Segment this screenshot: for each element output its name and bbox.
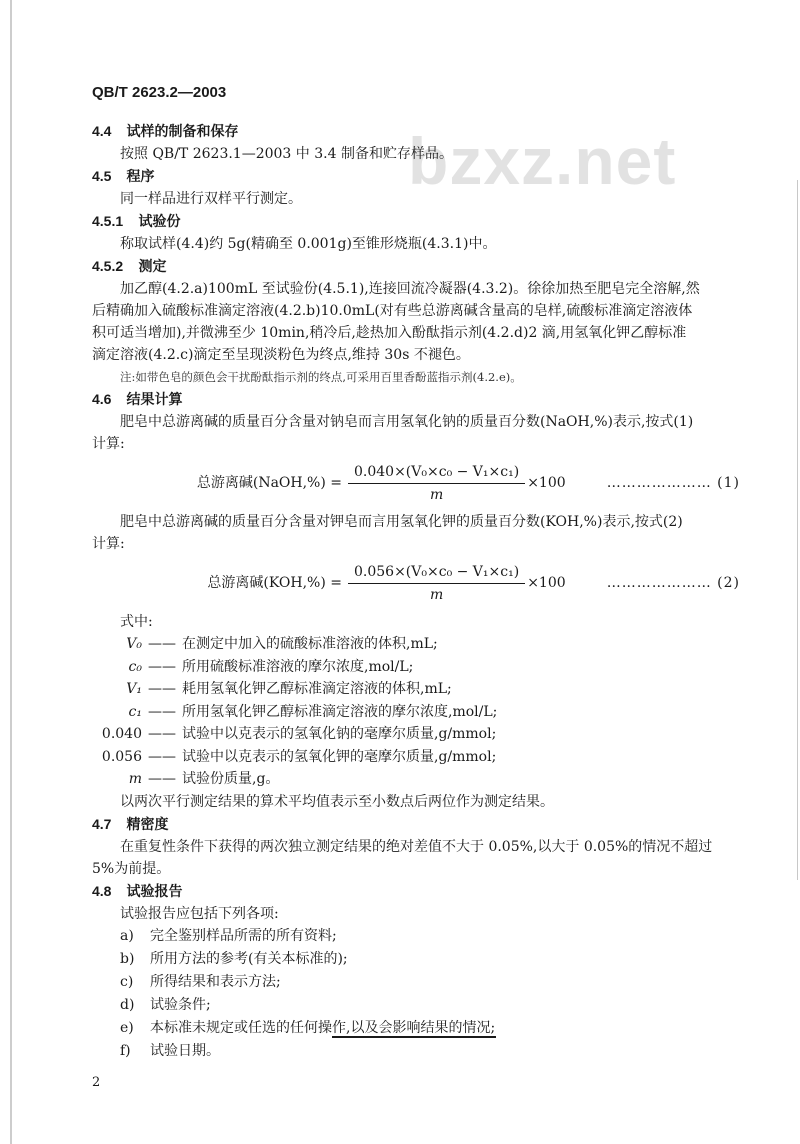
section-title: 试样的制备和保存 [126, 124, 239, 140]
calc-intro-koh: 肥皂中总游离碱的质量百分含量对钾皂而言用氢氧化钾的质量百分数(KOH,%)表示,按式(2) [120, 514, 683, 530]
section-number: 4.5.2 [92, 258, 124, 274]
variable-symbol: c₁ [128, 703, 142, 720]
list-label: e) [120, 1019, 134, 1036]
section-4-4-text: 按照 QB/T 2623.1—2003 中 3.4 制备和贮存样品。 [120, 146, 453, 162]
variable-description: 在测定中加入的硫酸标准溶液的体积,mL; [182, 636, 438, 652]
variable-definition [92, 701, 742, 724]
list-label: f) [120, 1042, 131, 1059]
variable-description: 所用硫酸标准溶液的摩尔浓度,mol/L; [182, 658, 414, 675]
variable-definition [92, 723, 742, 746]
variable-symbol: 0.040 [101, 726, 142, 742]
list-item [92, 1040, 742, 1063]
variable-description: 试验中以克表示的氢氧化钾的毫摩尔质量,g/mmol; [182, 748, 497, 765]
variable-definition [92, 768, 742, 791]
page-number: 2 [92, 1075, 101, 1090]
formula-denominator: m [429, 586, 444, 603]
list-item [92, 994, 742, 1017]
variable-description: 耗用氢氧化钾乙醇标准滴定溶液的体积,mL; [182, 681, 452, 697]
list-label: a) [120, 927, 134, 944]
procedure-line: 积可适当增加),并微沸至少 10min,稍冷后,趁热加入酚酞指示剂(4.2.d)2 滴,用氢氧化钾乙醇标准 [92, 325, 687, 341]
formula-1 [92, 457, 742, 509]
definition-dash: —— [148, 658, 176, 675]
formula-multiplier: ×100 [527, 475, 566, 491]
section-title: 程序 [126, 169, 155, 185]
variable-definition [92, 678, 742, 701]
list-text: 试验日期。 [150, 1042, 220, 1059]
list-label: b) [120, 950, 135, 967]
variable-definition [92, 656, 742, 679]
formula-multiplier: ×100 [527, 575, 566, 591]
list-text: 所得结果和表示方法; [150, 973, 281, 990]
section-title: 结果计算 [126, 392, 183, 408]
section-title: 精密度 [126, 816, 169, 833]
section-number: 4.6 [92, 391, 112, 407]
variable-symbol: c₀ [128, 658, 142, 675]
list-text: 试验条件; [150, 996, 211, 1013]
variable-description: 试验份质量,g。 [182, 771, 280, 787]
section-4-5-text: 同一样品进行双样平行测定。 [120, 191, 302, 207]
report-intro: 试验报告应包括下列各项: [120, 905, 279, 922]
section-number: 4.5.1 [92, 213, 124, 229]
calc-intro-naoh-cont: 计算: [92, 436, 125, 452]
variable-description: 试验中以克表示的氢氧化钠的毫摩尔质量,g/mmol; [182, 726, 497, 742]
section-4-7-heading [92, 813, 742, 836]
definition-dash: —— [148, 748, 176, 765]
precision-line: 在重复性条件下获得的两次独立测定结果的绝对差值不大于 0.05%,以大于 0.05%的情况不超过 [120, 838, 713, 855]
variable-definition [92, 633, 742, 656]
section-4-8-heading [92, 880, 742, 903]
definition-dash: —— [148, 726, 176, 742]
formula-2 [92, 557, 742, 609]
section-title: 试验份 [138, 214, 181, 230]
section-number: 4.8 [92, 882, 112, 899]
calc-intro-naoh: 肥皂中总游离碱的质量百分含量对钠皂而言用氢氧化钠的质量百分数(NaOH,%)表示,按式(1) [120, 414, 694, 430]
variable-symbol: V₁ [126, 681, 142, 697]
formula-fraction [348, 561, 525, 606]
standard-code: QB/T 2623.2—2003 [92, 84, 227, 101]
formula-numerator: 0.056×(V₀×c₀ − V₁×c₁) [348, 561, 525, 584]
section-title: 试验报告 [126, 883, 183, 900]
formula-lhs: 总游离碱(NaOH,%) = [196, 475, 342, 491]
definition-dash: —— [148, 771, 176, 787]
section-number: 4.7 [92, 815, 112, 832]
procedure-line: 后精确加入硫酸标准滴定溶液(4.2.b)10.0mL(对有些总游离碱含量高的皂样,硫酸标准滴定溶液体 [92, 303, 693, 319]
scan-edge-right [797, 180, 798, 880]
calc-intro-koh-cont: 计算: [92, 536, 125, 552]
list-text: 所用方法的参考(有关本标准的); [150, 950, 348, 967]
section-number: 4.5 [92, 168, 112, 184]
result-statement: 以两次平行测定结果的算术平均值表示至小数点后两位作为测定结果。 [120, 793, 554, 810]
document-body [92, 120, 742, 1063]
where-label: 式中: [120, 614, 153, 630]
section-4-5-1-heading [92, 210, 742, 233]
scan-edge-left [10, 0, 12, 1144]
equation-number: ………………… (1) [606, 475, 740, 491]
procedure-line: 滴定溶液(4.2.c)滴定至呈现淡粉色为终点,维持 30s 不褪色。 [92, 347, 470, 363]
section-4-5-2-heading [92, 255, 742, 278]
variable-symbol: m [128, 771, 142, 787]
procedure-note: 注:如带色皂的颜色会干扰酚酞指示剂的终点,可采用百里香酚蓝指示剂(4.2.e)。 [120, 370, 522, 384]
list-text: 完全鉴别样品所需的所有资料; [150, 927, 337, 944]
variable-definition [92, 746, 742, 769]
variable-symbol: V₀ [126, 636, 142, 652]
definition-dash: —— [148, 636, 176, 652]
formula-denominator: m [429, 486, 444, 503]
formula-lhs: 总游离碱(KOH,%) = [207, 575, 342, 591]
precision-line: 5%为前提。 [92, 860, 171, 877]
section-4-6-heading [92, 388, 742, 411]
list-label: c) [120, 973, 134, 990]
formula-numerator: 0.040×(V₀×c₀ − V₁×c₁) [348, 461, 525, 484]
section-title: 测定 [138, 259, 167, 275]
end-rule [332, 1036, 496, 1038]
variable-symbol: 0.056 [101, 748, 142, 765]
definition-dash: —— [148, 681, 176, 697]
variable-description: 所用氢氧化钾乙醇标准滴定溶液的摩尔浓度,mol/L; [182, 703, 498, 720]
procedure-line: 加乙醇(4.2.a)100mL 至试验份(4.5.1),连接回流冷凝器(4.3.2)。徐徐加热至肥皂完全溶解,然 [120, 281, 700, 297]
list-item [92, 971, 742, 994]
equation-number: ………………… (2) [606, 575, 740, 591]
section-4-5-heading [92, 165, 742, 188]
list-label: d) [120, 996, 135, 1013]
definition-dash: —— [148, 703, 176, 720]
section-4-5-1-text: 称取试样(4.4)约 5g(精确至 0.001g)至锥形烧瓶(4.3.1)中。 [120, 236, 497, 252]
list-item [92, 925, 742, 948]
section-4-4-heading [92, 120, 742, 143]
list-text: 本标准未规定或任选的任何操作,以及会影响结果的情况; [150, 1019, 496, 1036]
formula-fraction [348, 461, 525, 506]
list-item [92, 948, 742, 971]
section-number: 4.4 [92, 123, 112, 139]
watermark: bzxz.net [408, 124, 677, 198]
